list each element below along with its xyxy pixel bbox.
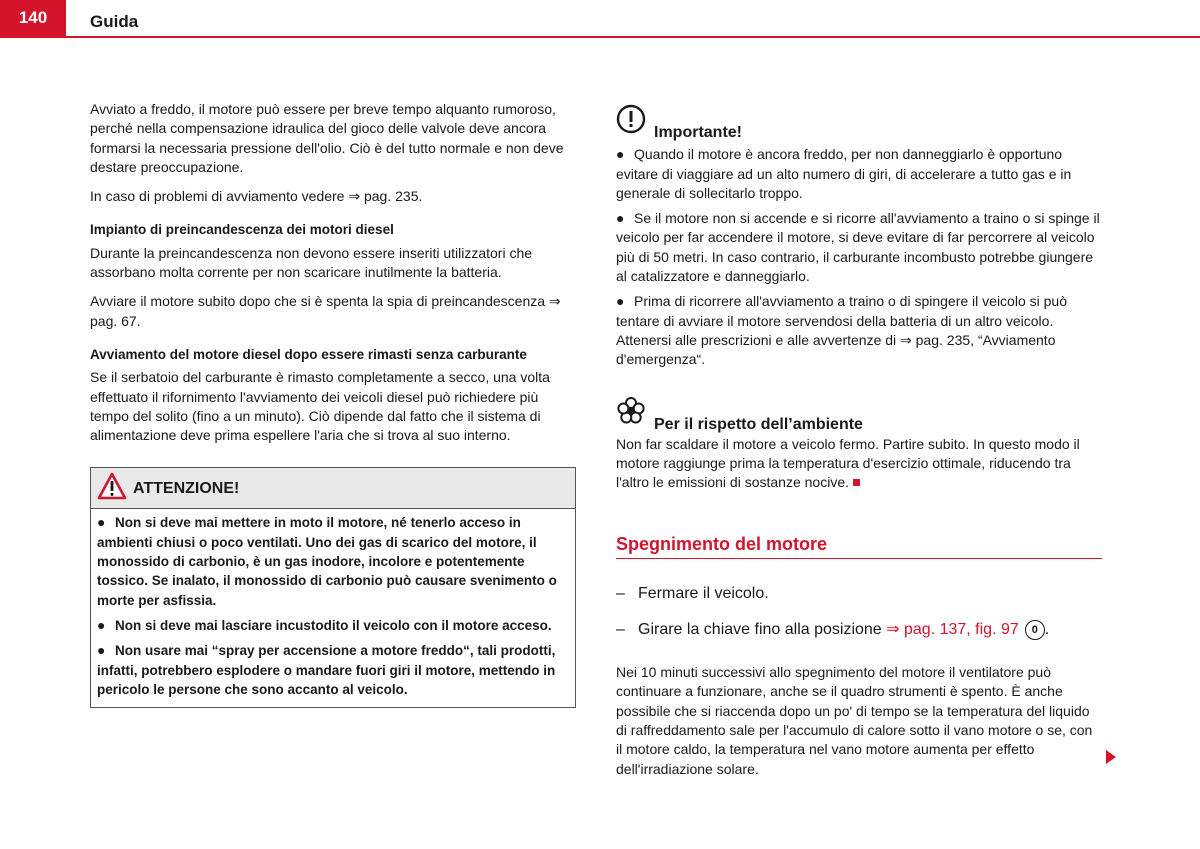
bullet-glyph: ● [97,514,106,531]
bullet-glyph: ● [97,642,106,659]
section-title: Guida [90,12,139,31]
important-item: ● Prima di ricorrere all'avviamento a traino o di spingere il veicolo si può tentare di avviare il motore servendosi della batteria di un altro veicolo. Attenersi alle prescrizioni e alle avvertenze di ⇒ pag. 235, “Avviamento d'emergenza“. [616,293,1067,368]
important-item: ● Se il motore non si accende e si ricorre all'avviamento a traino o si spinge il veicolo per far accendere il motore, si deve evitare di far percorrere al veicolo più di 50 metri. In caso contrario, il carburante incombusto potrebbe giungere al catalizzatore e danneggiarlo. [616,210,1100,285]
left-column [90,100,576,708]
diesel-restart-heading: Avviamento del motore diesel dopo essere rimasti senza carburante [90,346,527,362]
page-ref-link[interactable]: ⇒ pag. 137, fig. 97 [886,621,1019,639]
fan-paragraph: Nei 10 minuti successivi allo spegnimento del motore il ventilatore può continuare a funzionare, anche se il quadro strumenti è spento. È anche possibile che si riaccenda dopo un po' di tempo se la temperatura del liquido di raffreddamento sale per l'accumulo di calore sotto il vano motore o se, con il motore caldo, la temperatura nel vano motore aumenta per effetto dell'irradiazione solare. [616,664,1093,777]
bullet-glyph: ● [97,616,106,633]
page-number: 140 [0,0,66,36]
bullet-glyph: ● [616,210,625,227]
next-page-arrow-icon[interactable] [1106,750,1116,764]
environment-title: Per il rispetto dell’ambiente [654,415,863,433]
warning-header [91,468,575,509]
environment-header [616,396,1102,431]
end-of-section-marker [853,479,860,486]
important-title: Importante! [654,124,742,141]
important-item: ● Quando il motore è ancora freddo, per non danneggiarlo è opportuno evitare di viaggiare ad un alto numero di giri, di accelerare a tutto gas e in generale di sollecitarlo troppo. [616,146,1072,201]
header-rule [0,36,1200,38]
glow-plug-heading: Impianto di preincandescenza dei motori diesel [90,222,394,238]
warning-item: ● Non si deve mai lasciare incustodito il veicolo con il motore acceso. [97,616,569,635]
environment-text: Non far scaldare il motore a veicolo fermo. Partire subito. In questo modo il motore raggiunge prima la temperatura d'esercizio ottimale, riducendo tra l'altro le emissioni di sostanze nocive. [616,435,1080,491]
warning-title: ATTENZIONE! [133,479,240,497]
warning-body [91,509,575,707]
step-dash: – [616,585,625,603]
warning-triangle-icon [97,472,127,505]
bullet-glyph: ● [616,146,625,163]
bullet-glyph: ● [616,293,625,310]
glow-plug-paragraph-2: Avviare il motore subito dopo che si è spenta la spia di preincandescenza ⇒ pag. 67. [90,293,561,329]
glow-plug-paragraph-1: Durante la preincandescenza non devono essere inseriti utilizzatori che assorbano molta corrente per non scaricare inutilmente la batteria. [90,244,533,281]
diesel-restart-paragraph: Se il serbatoio del carburante è rimasto completamente a secco, una volta effettuato il rifornimento l'avviamento dei veicoli diesel può richiedere più tempo del solito (fino a un minuto). Ciò dipende dal fatto che il sistema di alimentazione deve prima espellere l'aria che si trova al suo interno. [90,369,550,444]
warning-item: ● Non si deve mai mettere in moto il motore, né tenerlo acceso in ambienti chiusi o poco ventilati. Uno dei gas di scarico del motore, il monossido di carbonio, è un gas inodore, incolore e potentemente tossico. Se inalato, il monossido di carbonio può causare svenimento o morte per asfissia. [97,514,557,608]
environment-note [616,396,1102,493]
step-stop-vehicle: – Fermare il veicolo. [616,583,1102,605]
engine-off-heading: Spegnimento del motore [616,535,1102,559]
starting-problems-paragraph: In caso di problemi di avviamento vedere ⇒ pag. 235. [90,188,423,205]
intro-paragraph: Avviato a freddo, il motore può essere per breve tempo alquanto rumoroso, perché nella compensazione idraulica del gioco delle valvole deve ancora formarsi la necessaria pressione dell'olio. Ciò è del tutto normale e non deve destare preoccupazione. [90,101,564,175]
warning-box [90,467,576,708]
step-turn-key: – Girare la chiave fino alla posizione ⇒ pag. 137, fig. 97 0 . [616,619,1102,641]
step-dash: – [616,621,625,639]
warning-item: ● Non usare mai “spray per accensione a motore freddo“, tali prodotti, infatti, potrebbero esplodere o mandare fuori giri il motore, mettendo in pericolo le persone che sono accanto al veicolo. [97,642,556,697]
flower-icon [616,396,646,431]
right-column [616,104,1102,789]
important-header [616,104,1102,139]
position-number-badge: 0 [1025,620,1045,640]
exclamation-circle-icon [616,104,646,139]
